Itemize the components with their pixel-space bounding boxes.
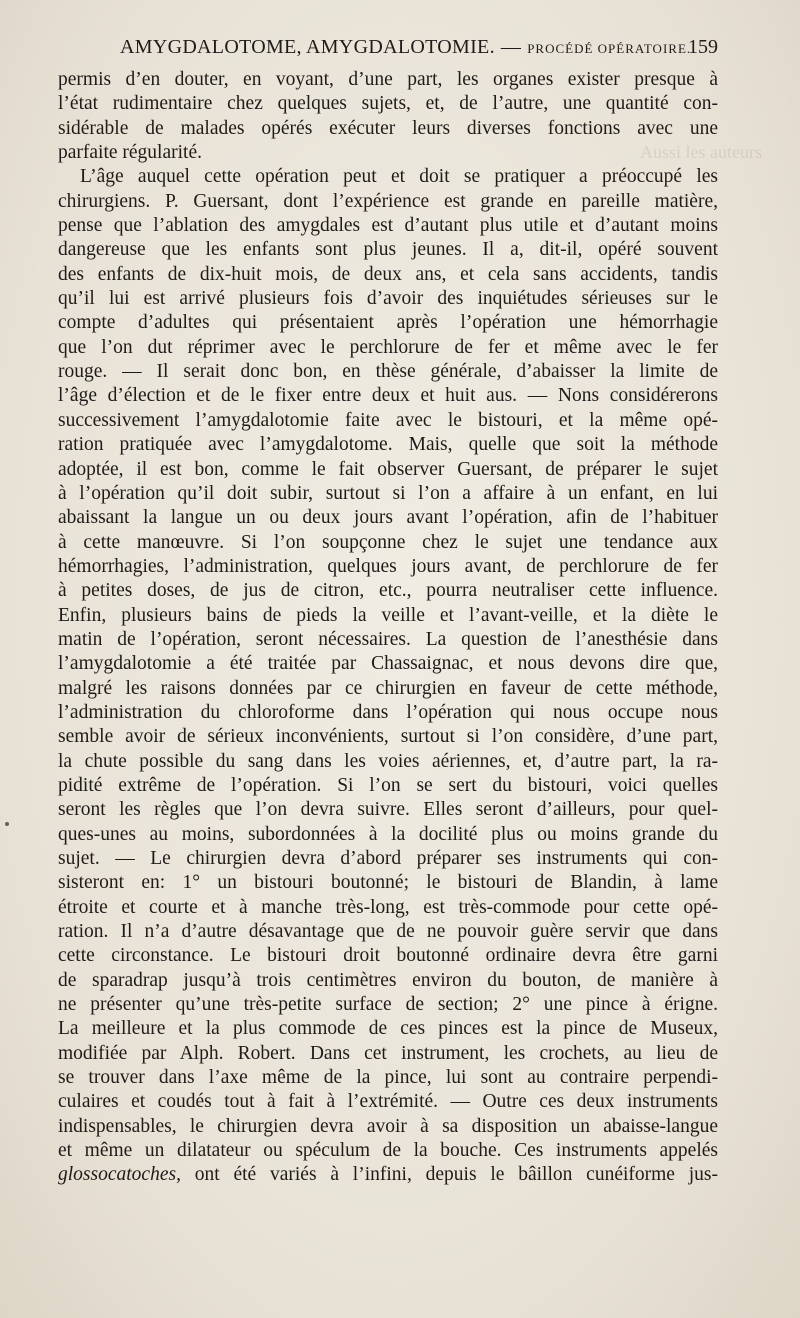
text-line: culaires et coudés tout à fait à l’extrémité. — Outre ces deux instruments — [58, 1091, 718, 1113]
running-subtitle: PROCÉDÉ OPÉRATOIRE. — [527, 41, 692, 56]
text-line-with-italic — [58, 1163, 718, 1187]
text-line: abaissant la langue un ou deux jours avant l’opération, afin de l’habituer — [58, 507, 718, 529]
show-through-footer — [600, 1288, 800, 1303]
text-line: malgré les raisons données par ce chirurgien en faveur de cette méthode, — [58, 677, 718, 699]
text-line: de sparadrap jusqu’à trois centimètres environ du bouton, de manière à — [58, 969, 718, 991]
text-line: chirurgiens. P. Guersant, dont l’expérience est grande en pareille matière, — [58, 190, 718, 212]
text-line: ration pratiquée avec l’amygdalotome. Mais, quelle que soit la méthode — [58, 434, 718, 456]
page-header — [120, 36, 718, 64]
text-line: cette circonstance. Le bistouri droit boutonné ordinaire devra être garni — [58, 945, 718, 967]
text-line: modifiée par Alph. Robert. Dans cet instrument, les crochets, au lieu de — [58, 1042, 718, 1064]
text-line: seront les règles que l’on devra suivre. Elles seront d’ailleurs, pour quel- — [58, 799, 718, 821]
text-line: l’administration du chloroforme dans l’opération qui nous occupe nous — [58, 701, 718, 723]
text-line: ques-unes au moins, subordonnées à la docilité plus ou moins grande du — [58, 823, 718, 845]
page-number: 159 — [688, 36, 718, 58]
text-line: pense que l’ablation des amygdales est d’autant plus utile et d’autant moins — [58, 215, 718, 237]
text-line: hémorrhagies, l’administration, quelques jours avant, de perchlorure de fer — [58, 555, 718, 577]
show-through-text: Aussi les auteurs — [640, 142, 762, 162]
text-line: ration. Il n’a d’autre désavantage que de ne pouvoir guère servir que dans — [58, 921, 718, 943]
text-line: adoptée, il est bon, comme le fait observer Guersant, de préparer le sujet — [58, 458, 718, 480]
text-line: rouge. — Il serait donc bon, en thèse générale, d’abaisser la limite de — [58, 361, 718, 383]
text-line: se trouver dans l’axe même de la pince, lui sont au contraire perpendi- — [58, 1067, 718, 1089]
text-line: Enfin, plusieurs bains de pieds la veille et l’avant-veille, et la diète le — [58, 604, 718, 626]
text-line: successivement l’amygdalotomie faite avec le bistouri, et la même opé- — [58, 409, 718, 431]
text-line: l’âge d’élection et de le fixer entre deux et huit aus. — Nons considérerons — [58, 385, 718, 407]
text-line: l’état rudimentaire chez quelques sujets, et, de l’autre, une quantité con- — [58, 93, 718, 115]
text-line: à l’opération qu’il doit subir, surtout si l’on a affaire à un enfant, en lui — [58, 482, 718, 504]
text-line: et même un dilatateur ou spéculum de la bouche. Ces instruments appelés — [58, 1140, 718, 1162]
header-separator: — — [500, 36, 522, 58]
text-line-rest: ont été variés à l’infini, depuis le bâillon cunéiforme jus- — [194, 1164, 718, 1186]
text-line: sidérable de malades opérés exécuter leurs diverses fonctions avec une — [58, 117, 718, 139]
text-line: indispensables, le chirurgien devra avoir à sa disposition un abaisse-langue — [58, 1115, 718, 1137]
text-line: sujet. — Le chirurgien devra d’abord préparer ses instruments qui con- — [58, 848, 718, 869]
text-line: à petites doses, de jus de citron, etc., pourra neutraliser cette influence. — [58, 580, 718, 602]
text-line: des enfants de dix-huit mois, de deux ans, et cela sans accidents, tandis — [58, 263, 718, 285]
italic-term: glossocatoches, — [58, 1164, 181, 1186]
text-line: L’âge auquel cette opération peut et doit se pratiquer a préoccupé les — [80, 166, 718, 188]
text-line: l’amygdalotomie a été traitée par Chassaignac, et nous devons dire que, — [58, 653, 718, 675]
text-line: sisteront en: 1° un bistouri boutonné; le bistouri de Blandin, à lame — [58, 872, 718, 894]
text-line: la chute possible du sang dans les voies aériennes, et, d’autre part, la ra- — [58, 750, 718, 772]
text-line: parfaite régularité. — [58, 142, 202, 164]
margin-mark — [5, 822, 9, 826]
text-line: La meilleure et la plus commode de ces pinces est la pince de Museux, — [58, 1018, 718, 1040]
text-line: dangereuse que les enfants sont plus jeunes. Il a, dit-il, opéré souvent — [58, 239, 718, 261]
body-text — [58, 68, 718, 1188]
text-line: matin de l’opération, seront nécessaires. La question de l’anesthésie dans — [58, 628, 718, 650]
text-line: qu’il lui est arrivé plusieurs fois d’avoir des inquiétudes sérieuses sur le — [58, 288, 718, 310]
text-line: que l’on dut réprimer avec le perchlorure de fer et même avec le fer — [58, 336, 718, 358]
running-title: AMYGDALOTOME, AMYGDALOTOMIE. — [120, 36, 495, 58]
text-line: pidité extrême de l’opération. Si l’on se sert du bistouri, voici quelles — [58, 774, 718, 796]
text-line: semble avoir de sérieux inconvénients, surtout si l’on considère, d’une part, — [58, 726, 718, 748]
text-line: permis d’en douter, en voyant, d’une part, les organes exister presque à — [58, 69, 718, 90]
running-head — [120, 36, 691, 59]
text-line: à cette manœuvre. Si l’on soupçonne chez le sujet une tendance aux — [58, 531, 718, 553]
text-line: compte d’adultes qui présentaient après l’opération une hémorrhagie — [58, 312, 718, 334]
text-line: ne présenter qu’une très-petite surface de section; 2° une pince à érigne. — [58, 994, 718, 1016]
text-line: étroite et courte et à manche très-long, est très-commode pour cette opé- — [58, 896, 718, 918]
